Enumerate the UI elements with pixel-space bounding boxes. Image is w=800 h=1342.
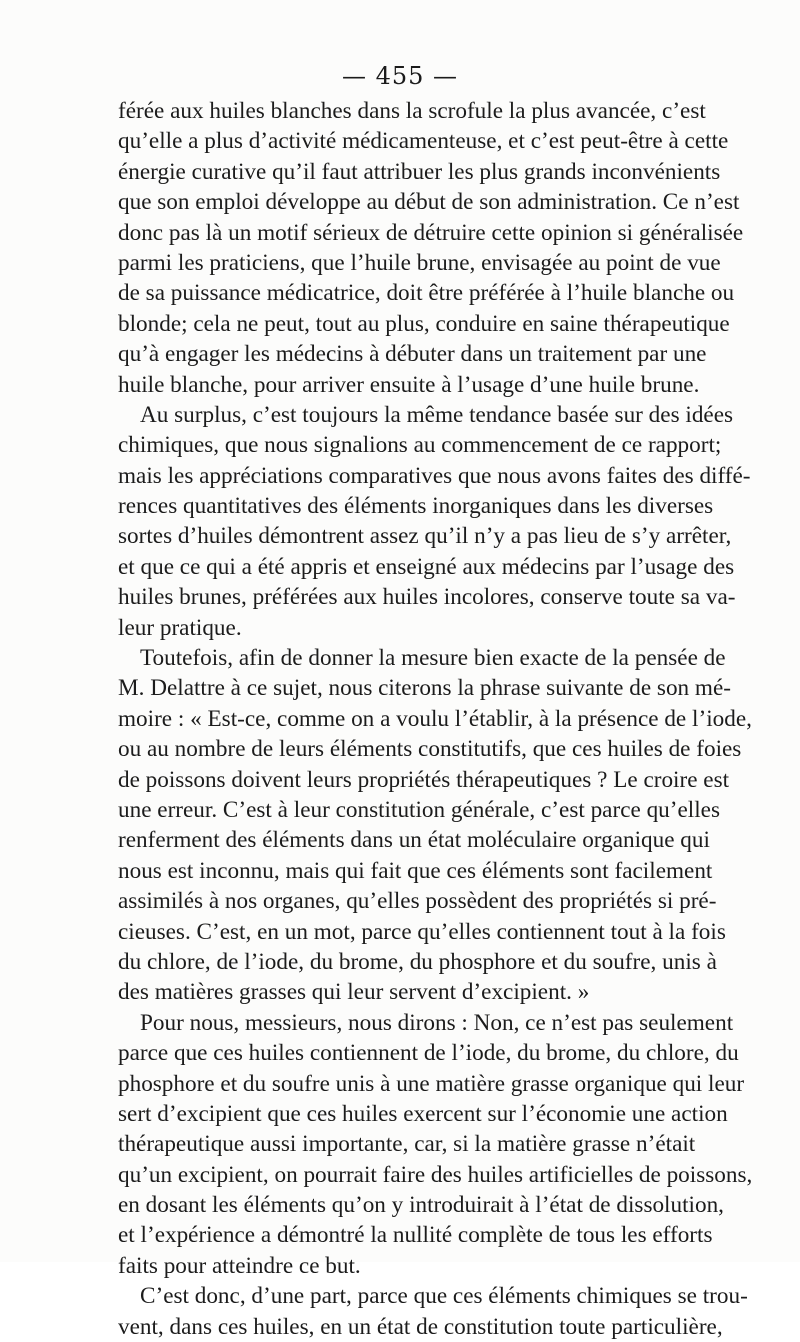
text-line: blonde; cela ne peut, tout au plus, conduire en saine thérapeutique [118, 310, 730, 337]
text-line: phosphore et du soufre unis à une matière grasse organique qui leur [118, 1070, 745, 1097]
text-line: des matières grasses qui leur servent d’excipient. » [118, 979, 590, 1006]
text-line: sert d’excipient que ces huiles exercent sur l’économie une action [118, 1100, 728, 1127]
body-text [118, 96, 753, 1342]
text-line: rences quantitatives des éléments inorganiques dans les diverses [118, 493, 714, 520]
text-line: Pour nous, messieurs, nous dirons : Non, ce n’est pas seulement [140, 1009, 734, 1036]
text-line: et l’expérience a démontré la nullité complète de tous les efforts [118, 1222, 713, 1249]
text-line: huiles brunes, préférées aux huiles incolores, conserve toute sa va- [118, 584, 736, 611]
text-line: férée aux huiles blanches dans la scrofule la plus avancée, c’est [118, 98, 706, 124]
text-line: de sa puissance médicatrice, doit être préférée à l’huile blanche ou [118, 280, 735, 307]
text-line: parce que ces huiles contiennent de l’iode, du brome, du chlore, du [118, 1040, 739, 1067]
text-line: et que ce qui a été appris et enseigné aux médecins par l’usage des [118, 553, 735, 580]
text-line: renferment des éléments dans un état moléculaire organique qui [118, 827, 710, 854]
text-line: assimilés à nos organes, qu’elles possèdent des propriétés si pré- [118, 888, 717, 915]
text-line: vent, dans ces huiles, en un état de constitution toute particulière, [118, 1313, 723, 1340]
text-line: une erreur. C’est à leur constitution générale, c’est parce qu’elles [118, 796, 720, 823]
text-line: donc pas là un motif sérieux de détruire cette opinion si généralisée [118, 219, 744, 246]
text-line: Au surplus, c’est toujours la même tendance basée sur des idées [140, 401, 734, 428]
text-line: en dosant les éléments qu’on y introduirait à l’état de dissolution, [118, 1192, 724, 1219]
text-line: leur pratique. [118, 614, 242, 641]
text-line: M. Delattre à ce sujet, nous citerons la phrase suivante de son mé- [118, 675, 731, 702]
text-line: énergie curative qu’il faut attribuer les plus grands inconvénients [118, 158, 721, 185]
page-number: — 455 — [341, 62, 459, 90]
text-line: cieuses. C’est, en un mot, parce qu’elles contiennent tout à la fois [118, 918, 726, 945]
text-line: C’est donc, d’une part, parce que ces éléments chimiques se trou- [140, 1283, 748, 1310]
text-line: mais les appréciations comparatives que nous avons faites des diffé- [118, 462, 751, 489]
text-line: qu’elle a plus d’activité médicamenteuse, et c’est peut-être à cette [118, 128, 729, 155]
text-line: thérapeutique aussi importante, car, si la matière grasse n’était [118, 1131, 696, 1158]
text-line: moire : « Est-ce, comme on a voulu l’établir, à la présence de l’iode, [118, 705, 752, 732]
text-line: Toutefois, afin de donner la mesure bien exacte de la pensée de [140, 645, 726, 672]
text-line: du chlore, de l’iode, du brome, du phosphore et du soufre, unis à [118, 948, 717, 975]
text-line: faits pour atteindre ce but. [118, 1252, 361, 1279]
text-line: chimiques, que nous signalions au commencement de ce rapport; [118, 432, 722, 459]
text-line: sortes d’huiles démontrent assez qu’il n’y a pas lieu de s’y arrêter, [118, 523, 732, 550]
text-line: qu’un excipient, on pourrait faire des huiles artificielles de poissons, [118, 1161, 753, 1188]
text-line: ou au nombre de leurs éléments constitutifs, que ces huiles de foies [118, 736, 742, 763]
text-line: qu’à engager les médecins à débuter dans un traitement par une [118, 341, 707, 368]
text-line: de poissons doivent leurs propriétés thérapeutiques ? Le croire est [118, 766, 730, 793]
text-line: huile blanche, pour arriver ensuite à l’usage d’une huile brune. [118, 371, 700, 398]
text-line: que son emploi développe au début de son administration. Ce n’est [118, 189, 740, 216]
text-line: nous est inconnu, mais qui fait que ces éléments sont facilement [118, 857, 713, 884]
text-line: parmi les praticiens, que l’huile brune, envisagée au point de vue [118, 249, 721, 276]
